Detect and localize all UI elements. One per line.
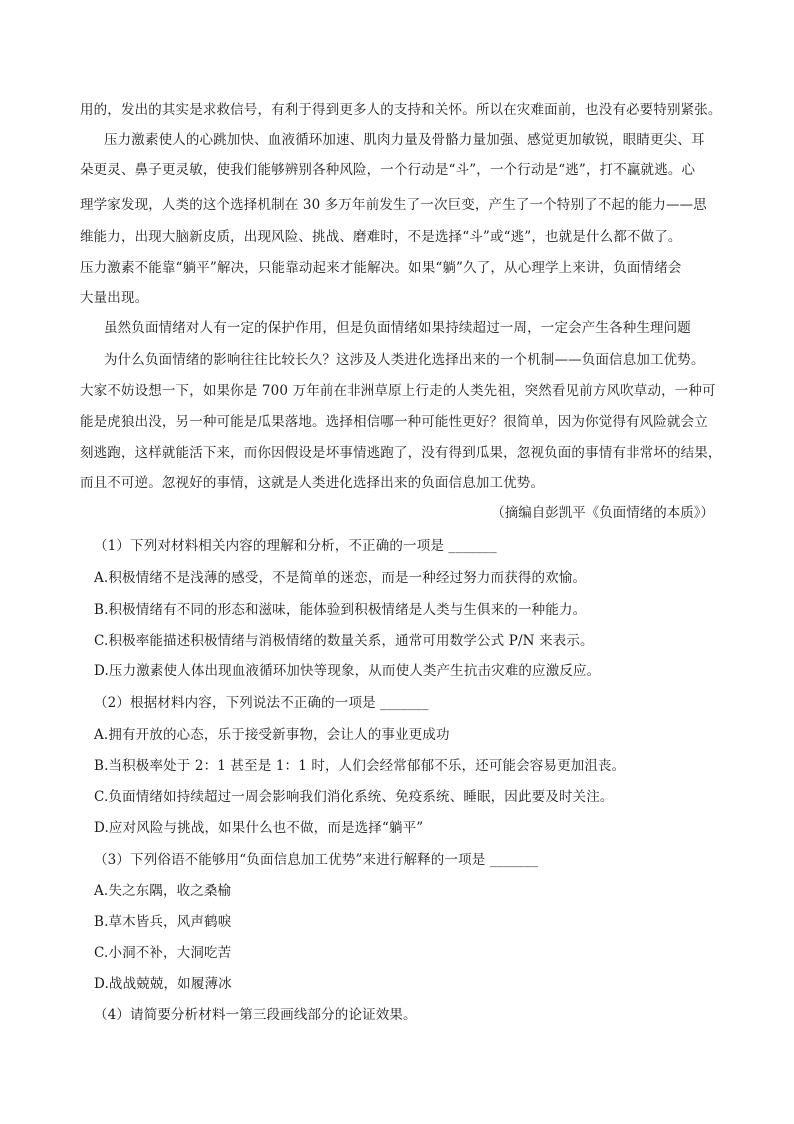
question-option: B.积极情绪有不同的形态和滋味，能体验到积极情绪是人类与生俱来的一种能力。 xyxy=(94,602,587,618)
question-stem: （1）下列对材料相关内容的理解和分析，不正确的一项是 _______ xyxy=(94,538,497,554)
passage-line: 用的，发出的其实是求救信号，有利于得到更多人的支持和关怀。所以在灾难面前，也没有必要特别紧张。 xyxy=(80,102,722,118)
question-stem: （4）请简要分析材料一第三段画线部分的论证效果。 xyxy=(94,1007,417,1023)
passage-line: 大家不妨设想一下，如果你是 700 万年前在非洲草原上行走的人类先祖，突然看见前方风吹草动，一种可 xyxy=(80,383,716,399)
passage-line: 为什么负面情绪的影响往往比较长久？这涉及人类进化选择出来的一个机制——负面信息加工优势。 xyxy=(104,352,705,368)
question-option: A.积极情绪不是浅薄的感受，不是简单的迷恋，而是一种经过努力而获得的欢愉。 xyxy=(94,570,587,586)
question-option: A.失之东隅，收之桑榆 xyxy=(94,883,232,899)
question-stem: （2）根据材料内容，下列说法不正确的一项是 _______ xyxy=(94,695,429,711)
question-option: C.积极率能描述积极情绪与消极情绪的数量关系，通常可用数学公式 P/N 来表示。 xyxy=(94,633,594,649)
passage-line: 刻逃跑，这样就能活下来，而你因假设是坏事情逃跑了，没有得到瓜果，忽视负面的事情有非常坏的结果， xyxy=(80,445,722,461)
passage-line: 压力激素不能靠“躺平”解决，只能靠动起来才能解决。如果“躺”久了，从心理学上来讲，负面情绪会 xyxy=(80,260,682,276)
passage-line: 能是虎狼出没，另一种可能是瓜果落地。选择相信哪一种可能性更好？很简单，因为你觉得有风险就会立 xyxy=(80,414,708,430)
question-option: C.小洞不补，大洞吃苦 xyxy=(94,945,232,961)
question-option: D.战战兢兢，如履薄冰 xyxy=(94,976,232,992)
passage-line: 大量出现。 xyxy=(80,290,149,306)
passage-line: 虽然负面情绪对人有一定的保护作用，但是负面情绪如果持续超过一周，一定会产生各种生理问题 xyxy=(104,320,691,336)
question-option: C.负面情绪如持续超过一周会影响我们消化系统、免疫系统、睡眠，因此要及时关注。 xyxy=(94,789,614,805)
passage-line: 压力激素使人的心跳加快、血液循环加速、肌肉力量及骨骼力量加强、感觉更加敏锐，眼睛更尖、耳 xyxy=(104,132,705,148)
passage-line: 而且不可逆。忽视好的事情，这就是人类进化选择出来的负面信息加工优势。 xyxy=(80,475,545,491)
question-option: D.应对风险与挑战，如果什么也不做，而是选择“躺平” xyxy=(94,820,424,836)
passage-line: 维能力，出现大脑新皮质，出现风险、挑战、磨难时，不是选择“斗”或“逃”，也就是什么都不做了。 xyxy=(80,229,682,245)
question-option: B.草木皆兵，风声鹤唳 xyxy=(94,914,232,930)
question-option: A.拥有开放的心态，乐于接受新事物，会让人的事业更成功 xyxy=(94,727,450,743)
question-option: B.当积极率处于 2：1 甚至是 1：1 时，人们会经常郁郁不乐，还可能会容易更加沮丧。 xyxy=(94,758,626,774)
question-stem: （3）下列俗语不能够用“负面信息加工优势”来进行解释的一项是 _______ xyxy=(94,852,539,868)
passage-line: 朵更灵、鼻子更灵敏，使我们能够辨别各种风险，一个行动是“斗”，一个行动是“逃”，打不赢就逃。心 xyxy=(80,162,696,178)
passage-line: 理学家发现，人类的这个选择机制在 30 多万年前发生了一次巨变，产生了一个特别了不起的能力——思 xyxy=(80,197,707,213)
passage-source: （摘编自彭凯平《负面情绪的本质》） xyxy=(491,505,714,521)
question-option: D.压力激素使人体出现血液循环加快等现象，从而使人类产生抗击灾难的应激反应。 xyxy=(94,663,601,679)
